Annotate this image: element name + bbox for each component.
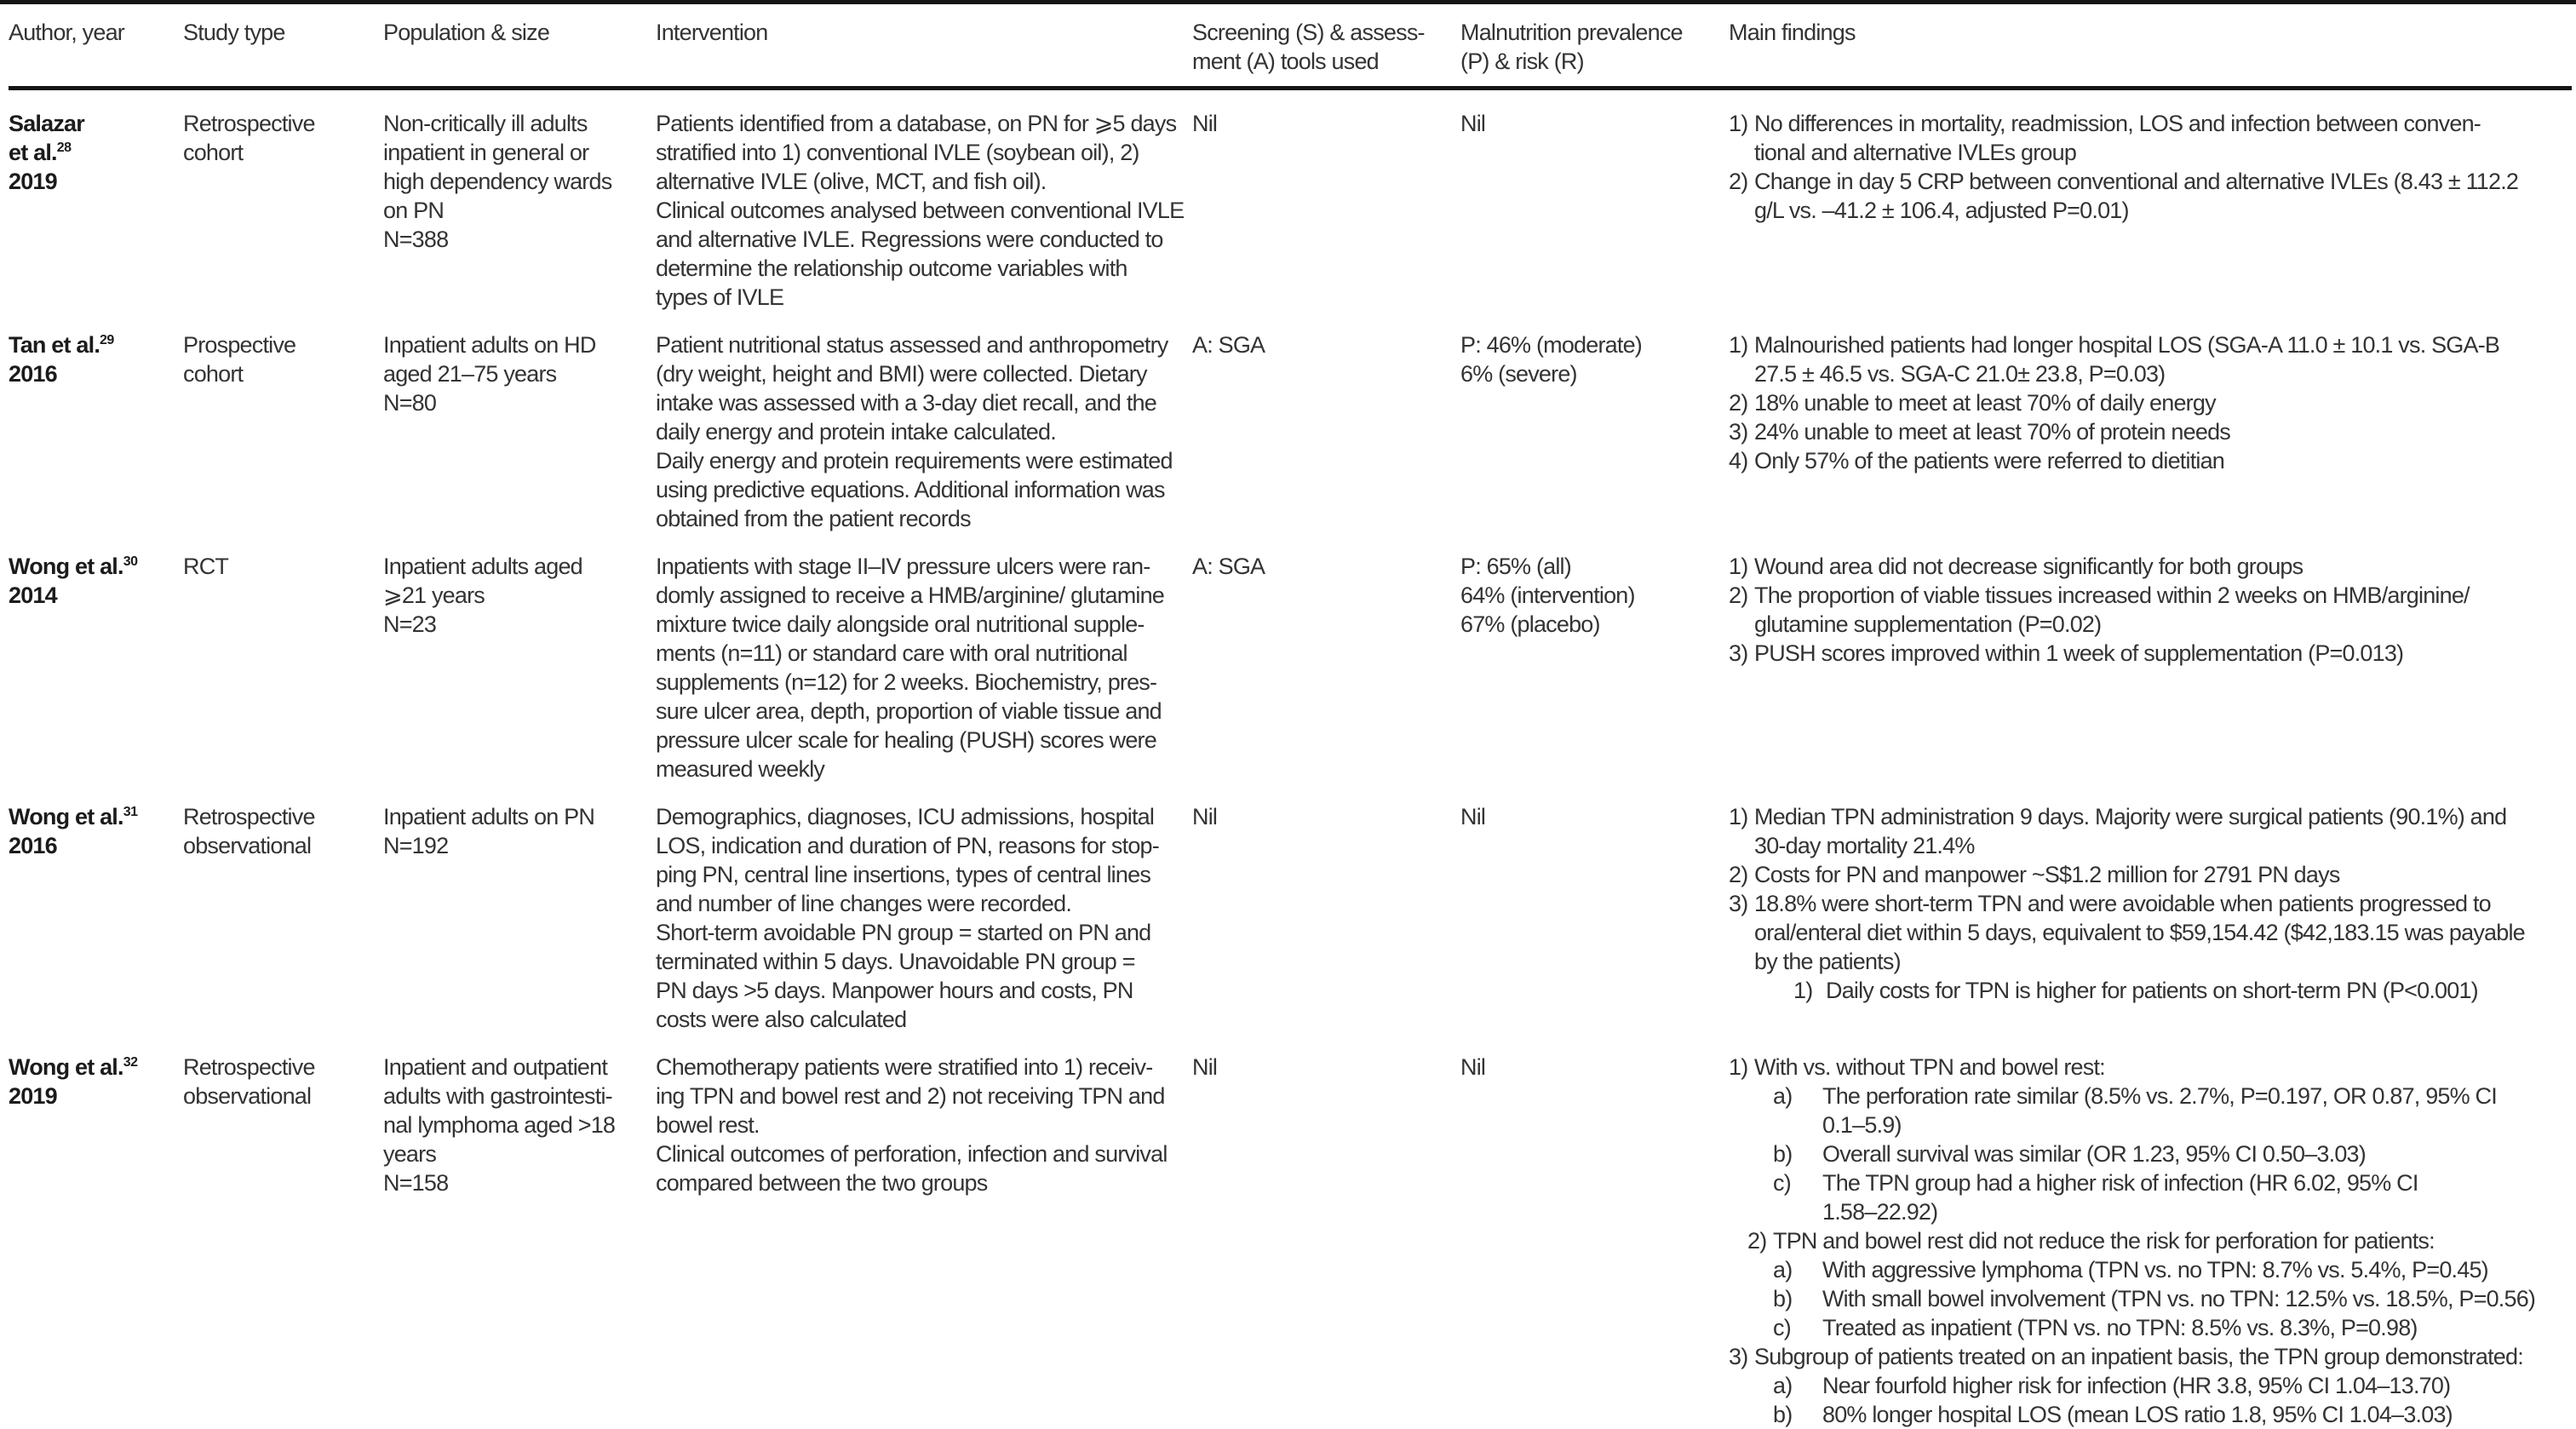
text-line: Patient nutritional status assessed and anthropometry [656, 332, 1168, 358]
text-line: aged 21–75 years [383, 361, 557, 387]
text-line: Malnutrition prevalence [1460, 20, 1683, 45]
text-line: 67% (placebo) [1460, 611, 1600, 637]
text-line: high dependency wards [383, 169, 612, 194]
header-population-size [383, 18, 656, 76]
text-line: 1.58–22.92) [1822, 1199, 1938, 1225]
text-line: Retrospective [183, 1054, 315, 1080]
header-main-findings [1729, 18, 2567, 76]
text-line: N=388 [383, 227, 449, 252]
text-line: Patients identified from a database, on PN for ⩾5 days [656, 111, 1177, 136]
text-line: With aggressive lymphoma (TPN vs. no TPN: 8.7% vs. 5.4%, P=0.45) [1822, 1257, 2488, 1283]
finding-item [1729, 446, 2567, 475]
text-line: Malnourished patients had longer hospital LOS (SGA-A 11.0 ± 10.1 vs. SGA-B [1754, 332, 2500, 358]
cell-population [383, 1053, 656, 1429]
finding-item [1729, 330, 2567, 388]
text-line: types of IVLE [656, 284, 784, 310]
text-line: Demographics, diagnoses, ICU admissions, hospital [656, 804, 1155, 829]
finding-text [1773, 1226, 2567, 1255]
text-line: 30-day mortality 21.4% [1754, 833, 1975, 858]
header-study-type [183, 18, 383, 76]
text-line: Inpatient and outpatient [383, 1054, 608, 1080]
text-line: Author, year [9, 20, 124, 45]
finding-marker: c) [1773, 1170, 1791, 1196]
text-line: and alternative IVLE. Regressions were conducted to [656, 227, 1163, 252]
text-line: observational [183, 833, 312, 858]
text-line: Study type [183, 20, 285, 45]
finding-item [1729, 802, 2567, 860]
text-line: using predictive equations. Additional information was [656, 477, 1165, 502]
text-line: Median TPN administration 9 days. Majority were surgical patients (90.1%) and [1754, 804, 2507, 829]
finding-text [1754, 330, 2567, 388]
text-line: PN days >5 days. Manpower hours and costs, PN [656, 978, 1133, 1003]
cell-intervention [656, 1053, 1192, 1429]
text-line: Nil [1460, 804, 1486, 829]
text-line: Short-term avoidable PN group = started on PN and [656, 920, 1151, 945]
cell-screening-tools [1192, 109, 1460, 312]
text-line: Nil [1460, 1054, 1486, 1080]
study-row-wong-2014 [9, 533, 2572, 783]
finding-marker: 3) [1729, 1344, 1748, 1369]
author-year: 2016 [9, 833, 57, 858]
screening-value: Nil [1192, 111, 1218, 136]
finding-marker: 1) [1729, 332, 1748, 358]
cell-intervention [656, 552, 1192, 783]
finding-marker: b) [1773, 1402, 1793, 1427]
text-line: The TPN group had a higher risk of infection (HR 6.02, 95% CI [1822, 1170, 2418, 1196]
cell-author [9, 330, 183, 533]
author-year: 2019 [9, 169, 57, 194]
text-line: ing TPN and bowel rest and 2) not receiving TPN and [656, 1083, 1165, 1109]
text-line: Retrospective [183, 111, 315, 136]
finding-item [1729, 889, 2567, 976]
cell-main-findings [1729, 552, 2567, 783]
text-line: intake was assessed with a 3-day diet recall, and the [656, 390, 1156, 416]
text-line: inpatient in general or [383, 140, 589, 165]
text-line: mixture twice daily alongside oral nutritional supple- [656, 611, 1145, 637]
finding-marker: 4) [1729, 448, 1748, 473]
cell-author [9, 1053, 183, 1429]
finding-text [1822, 1255, 2567, 1284]
text-line: 18.8% were short-term TPN and were avoidable when patients progressed to [1754, 891, 2491, 916]
finding-marker: 3) [1729, 419, 1748, 445]
text-line: years [383, 1141, 437, 1167]
text-line: stratified into 1) conventional IVLE (soybean oil), 2) [656, 140, 1139, 165]
text-line: sure ulcer area, depth, proportion of viable tissue and [656, 698, 1162, 724]
finding-item [1729, 417, 2567, 446]
finding-text [1822, 1371, 2567, 1400]
finding-item [1729, 639, 2567, 668]
cell-main-findings [1729, 330, 2567, 533]
cell-population [383, 802, 656, 1034]
finding-marker: 2) [1747, 1228, 1767, 1254]
text-line: terminated within 5 days. Unavoidable PN group = [656, 949, 1135, 974]
text-line: Subgroup of patients treated on an inpatient basis, the TPN group demonstrated: [1754, 1344, 2523, 1369]
text-line: Only 57% of the patients were referred to dietitian [1754, 448, 2225, 473]
finding-text [1754, 581, 2567, 639]
text-line: Main findings [1729, 20, 1856, 45]
text-line: costs were also calculated [656, 1007, 907, 1032]
cell-main-findings [1729, 1053, 2567, 1429]
finding-text [1754, 388, 2567, 417]
finding-marker: a) [1773, 1083, 1793, 1109]
text-line: Daily costs for TPN is higher for patients on short-term PN (P<0.001) [1826, 978, 2478, 1003]
cell-study-type [183, 1053, 383, 1429]
text-line: Clinical outcomes analysed between conventional IVLE [656, 198, 1185, 223]
text-line: Non-critically ill adults [383, 111, 588, 136]
screening-value: Nil [1192, 804, 1218, 829]
cell-study-type [183, 109, 383, 312]
finding-text [1822, 1400, 2567, 1429]
text-line: TPN and bowel rest did not reduce the risk for perforation for patients: [1773, 1228, 2435, 1254]
cell-screening-tools [1192, 552, 1460, 783]
finding-marker: 1) [1793, 978, 1813, 1003]
text-line: and number of line changes were recorded. [656, 891, 1072, 916]
finding-marker: 1) [1729, 804, 1748, 829]
text-line: Daily energy and protein requirements were estimated [656, 448, 1173, 473]
finding-marker: a) [1773, 1373, 1793, 1398]
finding-marker: a) [1773, 1257, 1793, 1283]
cell-author [9, 552, 183, 783]
text-line: Inpatient adults on PN [383, 804, 595, 829]
text-line: adults with gastrointesti- [383, 1083, 612, 1109]
author-year: 2016 [9, 361, 57, 387]
finding-marker: 2) [1729, 583, 1748, 608]
finding-text [1754, 1053, 2567, 1082]
finding-marker: 1) [1729, 554, 1748, 579]
text-line: Costs for PN and manpower ~S$1.2 million for 2791 PN days [1754, 862, 2340, 887]
cell-screening-tools [1192, 802, 1460, 1034]
text-line: Wound area did not decrease significantly for both groups [1754, 554, 2303, 579]
cell-intervention [656, 109, 1192, 312]
text-line: daily energy and protein intake calculated. [656, 419, 1056, 445]
finding-text [1822, 1284, 2567, 1313]
finding-item [1773, 1168, 2567, 1226]
finding-marker: 2) [1729, 169, 1748, 194]
finding-item [1729, 1053, 2567, 1082]
text-line: P: 46% (moderate) [1460, 332, 1642, 358]
text-line: 64% (intervention) [1460, 583, 1635, 608]
text-line: domly assigned to receive a HMB/arginine/ glutamine [656, 583, 1165, 608]
text-line: P: 65% (all) [1460, 554, 1571, 579]
text-line: Population & size [383, 20, 550, 45]
author-name-line: Tan et al.$^{29}$ [9, 332, 114, 358]
finding-marker: 2) [1729, 862, 1748, 887]
author-name-line: Wong et al.$^{30}$ [9, 554, 138, 579]
text-line: 24% unable to meet at least 70% of protein needs [1754, 419, 2231, 445]
cell-intervention [656, 330, 1192, 533]
cell-malnutrition [1460, 109, 1729, 312]
text-line: Screening (S) & assess- [1192, 20, 1425, 45]
cell-study-type [183, 552, 383, 783]
text-line: compared between the two groups [656, 1170, 988, 1196]
screening-value: A: SGA [1192, 554, 1265, 579]
study-row-salazar-2019 [9, 90, 2572, 312]
finding-text [1754, 1342, 2567, 1371]
finding-text [1754, 417, 2567, 446]
text-line: N=80 [383, 390, 437, 416]
finding-text [1754, 446, 2567, 475]
text-line: Prospective [183, 332, 296, 358]
finding-item [1729, 1342, 2567, 1371]
text-line: obtained from the patient records [656, 506, 971, 531]
cell-population [383, 330, 656, 533]
cell-malnutrition [1460, 330, 1729, 533]
header-malnutrition-prevalence [1460, 18, 1729, 76]
author-year: 2014 [9, 583, 57, 608]
text-line: PUSH scores improved within 1 week of supplementation (P=0.013) [1754, 640, 2404, 666]
finding-text [1826, 976, 2567, 1005]
text-line: nal lymphoma aged >18 [383, 1112, 616, 1138]
cell-study-type [183, 802, 383, 1034]
finding-marker: 1) [1729, 1054, 1748, 1080]
text-line: tional and alternative IVLEs group [1754, 140, 2077, 165]
text-line: RCT [183, 554, 229, 579]
finding-item [1773, 1371, 2567, 1400]
cell-author [9, 109, 183, 312]
finding-text [1754, 639, 2567, 668]
finding-text [1754, 889, 2567, 976]
text-line: 6% (severe) [1460, 361, 1577, 387]
finding-text [1822, 1139, 2567, 1168]
finding-item [1729, 167, 2567, 225]
text-line: ment (A) tools used [1192, 49, 1379, 74]
finding-text [1822, 1168, 2567, 1226]
text-line: The perforation rate similar (8.5% vs. 2.7%, P=0.197, OR 0.87, 95% CI [1822, 1083, 2497, 1109]
header-row [9, 4, 2572, 90]
cell-main-findings [1729, 109, 2567, 312]
cell-population [383, 552, 656, 783]
text-line: N=192 [383, 833, 449, 858]
text-line: Inpatient adults aged [383, 554, 582, 579]
text-line: 27.5 ± 46.5 vs. SGA-C 21.0± 23.8, P=0.03) [1754, 361, 2166, 387]
text-line: bowel rest. [656, 1112, 760, 1138]
text-line: N=23 [383, 611, 437, 637]
text-line: (dry weight, height and BMI) were collected. Dietary [656, 361, 1147, 387]
text-line: by the patients) [1754, 949, 1901, 974]
text-line: measured weekly [656, 756, 825, 782]
finding-item [1793, 976, 2567, 1005]
cell-intervention [656, 802, 1192, 1034]
finding-item [1773, 1313, 2567, 1342]
finding-text [1822, 1082, 2567, 1139]
reference-number: 32 [123, 1055, 138, 1070]
text-line: Clinical outcomes of perforation, infection and survival [656, 1141, 1168, 1167]
study-row-tan-2016 [9, 312, 2572, 533]
finding-item [1729, 109, 2567, 167]
text-line: observational [183, 1083, 312, 1109]
screening-value: Nil [1192, 1054, 1218, 1080]
finding-text [1822, 1313, 2567, 1342]
reference-number: 30 [123, 554, 138, 569]
screening-value: A: SGA [1192, 332, 1265, 358]
reference-number: 31 [123, 805, 138, 819]
finding-marker: 1) [1729, 111, 1748, 136]
finding-marker: c) [1773, 1315, 1791, 1340]
cell-malnutrition [1460, 802, 1729, 1034]
author-name-line: Wong et al.$^{31}$ [9, 804, 138, 829]
text-line: g/L vs. –41.2 ± 106.4, adjusted P=0.01) [1754, 198, 2129, 223]
header-intervention [656, 18, 1192, 76]
header-author-year [9, 18, 183, 76]
finding-marker: 3) [1729, 891, 1748, 916]
study-row-wong-2016 [9, 783, 2572, 1034]
text-line: No differences in mortality, readmission, LOS and infection between conven- [1754, 111, 2481, 136]
text-line: With vs. without TPN and bowel rest: [1754, 1054, 2105, 1080]
finding-item [1729, 581, 2567, 639]
reference-number: 28 [56, 141, 72, 155]
finding-item [1773, 1139, 2567, 1168]
text-line: glutamine supplementation (P=0.02) [1754, 611, 2102, 637]
text-line: Inpatients with stage II–IV pressure ulcers were ran- [656, 554, 1150, 579]
finding-item [1773, 1255, 2567, 1284]
text-line: alternative IVLE (olive, MCT, and fish oil). [656, 169, 1047, 194]
cell-screening-tools [1192, 330, 1460, 533]
text-line: Nil [1460, 111, 1486, 136]
text-line: ping PN, central line insertions, types of central lines [656, 862, 1151, 887]
author-name-line: Salazar [9, 111, 84, 136]
cell-study-type [183, 330, 383, 533]
finding-text [1754, 552, 2567, 581]
text-line: determine the relationship outcome variables with [656, 255, 1127, 281]
finding-item [1773, 1082, 2567, 1139]
finding-marker: 3) [1729, 640, 1748, 666]
text-line: LOS, indication and duration of PN, reasons for stop- [656, 833, 1159, 858]
text-line: cohort [183, 140, 244, 165]
finding-item [1729, 552, 2567, 581]
finding-item [1747, 1226, 2567, 1255]
reference-number: 29 [100, 333, 114, 347]
text-line: ⩾21 years [383, 583, 485, 608]
author-year: 2019 [9, 1083, 57, 1109]
study-row-wong-2019 [9, 1034, 2572, 1429]
text-line: Retrospective [183, 804, 315, 829]
text-line: 18% unable to meet at least 70% of daily energy [1754, 390, 2216, 416]
cell-malnutrition [1460, 1053, 1729, 1429]
text-line: oral/enteral diet within 5 days, equivalent to $59,154.42 ($42,183.15 was payable [1754, 920, 2525, 945]
author-name-line: et al.$^{28}$ [9, 140, 72, 165]
cell-author [9, 802, 183, 1034]
cell-screening-tools [1192, 1053, 1460, 1429]
text-line: N=158 [383, 1170, 449, 1196]
text-line: With small bowel involvement (TPN vs. no TPN: 12.5% vs. 18.5%, P=0.56) [1822, 1286, 2536, 1311]
text-line: Treated as inpatient (TPN vs. no TPN: 8.5% vs. 8.3%, P=0.98) [1822, 1315, 2418, 1340]
finding-text [1754, 109, 2567, 167]
text-line: 80% longer hospital LOS (mean LOS ratio 1.8, 95% CI 1.04–3.03) [1822, 1402, 2453, 1427]
text-line: Change in day 5 CRP between conventional and alternative IVLEs (8.43 ± 112.2 [1754, 169, 2519, 194]
finding-marker: 2) [1729, 390, 1748, 416]
finding-text [1754, 167, 2567, 225]
finding-item [1773, 1284, 2567, 1313]
text-line: Near fourfold higher risk for infection (HR 3.8, 95% CI 1.04–13.70) [1822, 1373, 2451, 1398]
cell-main-findings [1729, 802, 2567, 1034]
finding-text [1754, 860, 2567, 889]
text-line: cohort [183, 361, 244, 387]
text-line: 0.1–5.9) [1822, 1112, 1902, 1138]
text-line: pressure ulcer scale for healing (PUSH) scores were [656, 727, 1156, 753]
cell-malnutrition [1460, 552, 1729, 783]
text-line: ments (n=11) or standard care with oral nutritional [656, 640, 1127, 666]
header-screening-tools [1192, 18, 1460, 76]
text-line: (P) & risk (R) [1460, 49, 1584, 74]
text-line: The proportion of viable tissues increased within 2 weeks on HMB/arginine/ [1754, 583, 2470, 608]
finding-text [1754, 802, 2567, 860]
finding-marker: b) [1773, 1141, 1793, 1167]
text-line: on PN [383, 198, 445, 223]
text-line: Overall survival was similar (OR 1.23, 95% CI 0.50–3.03) [1822, 1141, 2366, 1167]
finding-item [1729, 860, 2567, 889]
finding-item [1773, 1400, 2567, 1429]
finding-marker: b) [1773, 1286, 1793, 1311]
cell-population [383, 109, 656, 312]
finding-item [1729, 388, 2567, 417]
text-line: Inpatient adults on HD [383, 332, 596, 358]
text-line: Chemotherapy patients were stratified into 1) receiv- [656, 1054, 1153, 1080]
text-line: Intervention [656, 20, 768, 45]
author-name-line: Wong et al.$^{32}$ [9, 1054, 138, 1080]
text-line: supplements (n=12) for 2 weeks. Biochemistry, pres- [656, 669, 1157, 695]
